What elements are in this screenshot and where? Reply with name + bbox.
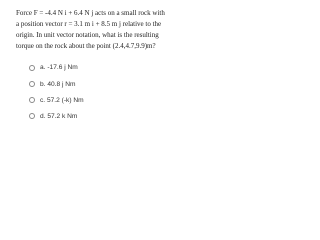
option-c[interactable] xyxy=(14,94,186,107)
question-text xyxy=(14,8,186,52)
radio-button[interactable] xyxy=(29,97,35,103)
option-label: c. 57.2 (-k) Nm xyxy=(40,96,84,104)
option-b[interactable] xyxy=(14,78,186,91)
question-line: torque on the rock about the point (2.4,4.7,9.9)m? xyxy=(16,42,156,51)
question-line: Force F = -4.4 N i + 6.4 N j acts on a small rock with xyxy=(16,9,165,17)
answer-options xyxy=(14,61,186,126)
question-card xyxy=(0,0,200,154)
question-line: origin. In unit vector notation, what is the resulting xyxy=(16,31,159,40)
radio-button[interactable] xyxy=(29,113,35,119)
option-label: a. -17.6 j Nm xyxy=(40,64,78,72)
radio-button[interactable] xyxy=(29,65,35,71)
radio-button[interactable] xyxy=(29,81,35,87)
option-label: d. 57.2 k Nm xyxy=(40,112,78,120)
question-line: a position vector r = 3.1 m i + 8.5 m j relative to the xyxy=(16,20,162,29)
option-d[interactable] xyxy=(14,110,186,123)
option-label: b. 40.8 j Nm xyxy=(40,80,76,88)
option-a[interactable] xyxy=(14,61,186,74)
